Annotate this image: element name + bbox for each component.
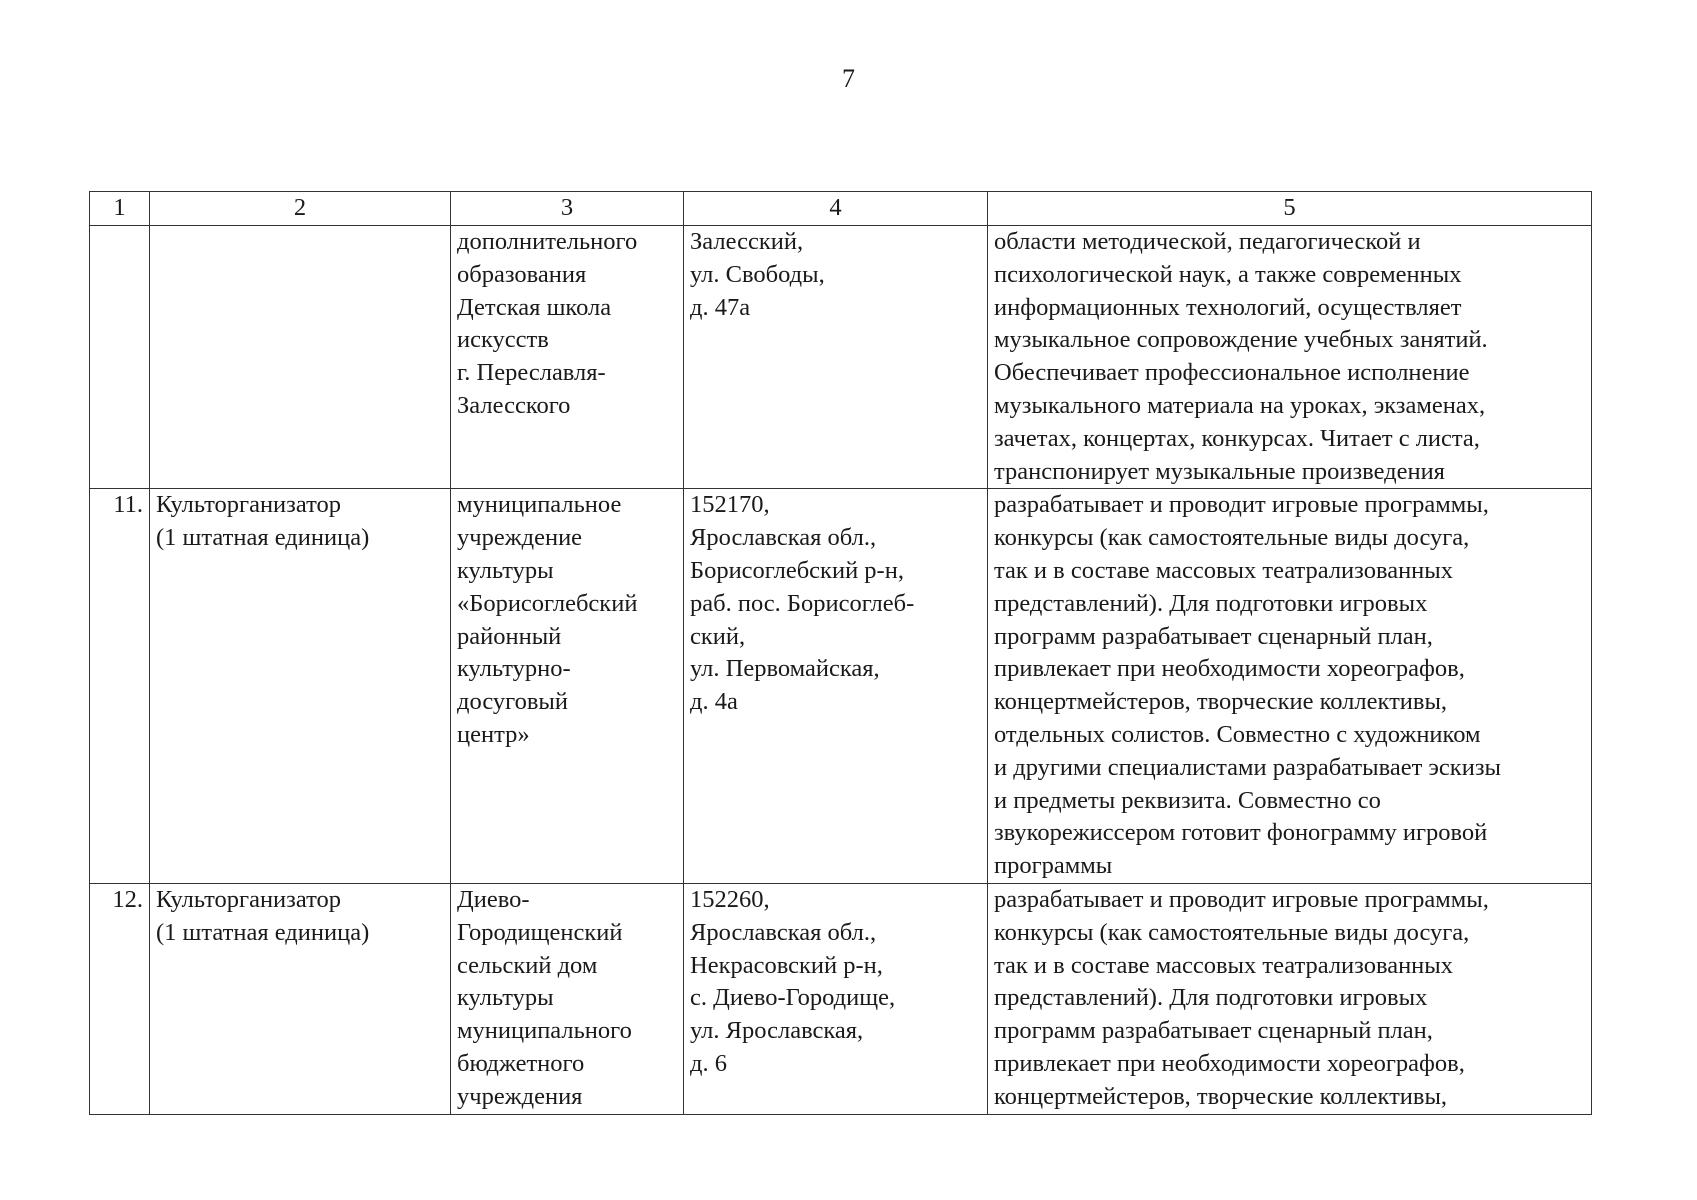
organization-cell: муниципальное учреждение культуры «Борисоглебский районный культурно- досуговый центр»	[451, 489, 684, 884]
row-number: 12.	[90, 883, 150, 1114]
table-row	[90, 489, 1592, 884]
position-cell: Культорганизатор (1 штатная единица)	[150, 883, 451, 1114]
organization-cell: дополнительного образования Детская школа искусств г. Переславля- Залесского	[451, 226, 684, 489]
duties-cell: разрабатывает и проводит игровые программы, конкурсы (как самостоятельные виды досуга, так и в составе массовых театрализованных представлений). Для подготовки игровых программ разрабатывает сценарный план, привлекает при необходимости хореографов, концертмейстеров, творческие коллективы, отдельных солистов. Совместно с художником и другими специалистами разрабатывает эскизы и предметы реквизита. Совместно со звукорежиссером готовит фонограмму игровой программы	[988, 489, 1592, 884]
row-number	[90, 226, 150, 489]
duties-cell: разрабатывает и проводит игровые программы, конкурсы (как самостоятельные виды досуга, так и в составе массовых театрализованных представлений). Для подготовки игровых программ разрабатывает сценарный план, привлекает при необходимости хореографов, концертмейстеров, творческие коллективы,	[988, 883, 1592, 1114]
duties-cell: области методической, педагогической и психологической наук, а также современных информационных технологий, осуществляет музыкальное сопровождение учебных занятий. Обеспечивает профессиональное исполнение музыкального материала на уроках, экзаменах, зачетах, концертах, конкурсах. Читает с листа, транспонирует музыкальные произведения	[988, 226, 1592, 489]
staffing-table	[89, 191, 1592, 1115]
row-number: 11.	[90, 489, 150, 884]
header-col-3: 3	[451, 192, 684, 226]
header-col-4: 4	[684, 192, 988, 226]
position-cell: Культорганизатор (1 штатная единица)	[150, 489, 451, 884]
header-col-1: 1	[90, 192, 150, 226]
position-cell	[150, 226, 451, 489]
address-cell: Залесский, ул. Свободы, д. 47а	[684, 226, 988, 489]
header-col-5: 5	[988, 192, 1592, 226]
table-row	[90, 226, 1592, 489]
organization-cell: Диево- Городищенский сельский дом культуры муниципального бюджетного учреждения	[451, 883, 684, 1114]
header-col-2: 2	[150, 192, 451, 226]
table-header-row	[90, 192, 1592, 226]
address-cell: 152260, Ярославская обл., Некрасовский р-н, с. Диево-Городище, ул. Ярославская, д. 6	[684, 883, 988, 1114]
page-number: 7	[842, 64, 855, 93]
address-cell: 152170, Ярославская обл., Борисоглебский р-н, раб. пос. Борисоглеб- ский, ул. Первомайская, д. 4а	[684, 489, 988, 884]
table-row	[90, 883, 1592, 1114]
